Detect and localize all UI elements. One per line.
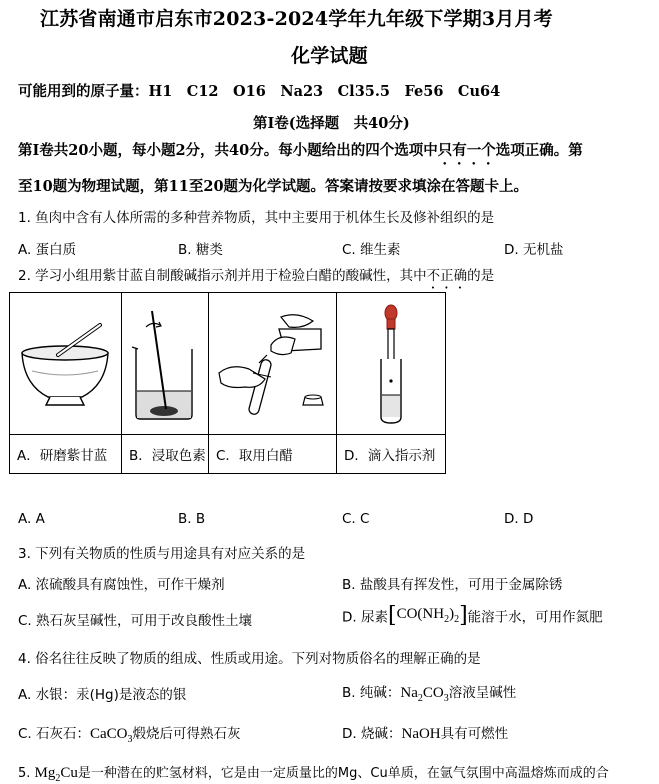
- q4-stem: 4. 俗名往往反映了物质的组成、性质或用途。下列对物质俗名的理解正确的是: [18, 651, 481, 667]
- figure-pouring: [209, 293, 337, 435]
- q3-option-a: A. 浓硫酸具有腐蚀性，可作干燥剂: [18, 577, 225, 593]
- q4-d-prefix: D. 烧碱：: [342, 726, 402, 742]
- caption-c: C．取用白醋: [209, 435, 337, 474]
- q4-d-suffix: 具有可燃性: [440, 726, 509, 742]
- q2-stem-text-a: 2. 学习小组用紫甘蓝自制酸碱指示剂并用于检验白醋的酸碱性，其中: [18, 268, 427, 284]
- q1-option-b: B. 糖类: [178, 242, 223, 258]
- q4-d-formula: NaOH: [401, 726, 441, 742]
- q4-b-s2: 3: [443, 693, 449, 704]
- q3-d-formula-b: ): [449, 606, 455, 622]
- q3-stem: 3. 下列有关物质的性质与用途具有对应关系的是: [18, 546, 306, 562]
- pouring-vinegar-icon: [209, 293, 336, 430]
- atomic-masses: 可能用到的原子量：H1 C12 O16 Na23 Cl35.5 Fe56 Cu64: [18, 83, 501, 100]
- q5-formula: [34, 765, 78, 784]
- section-heading: 第Ⅰ卷(选择题 共40分): [253, 115, 410, 132]
- q4-c-prefix: C. 石灰石：: [18, 726, 91, 742]
- q2-stem-emphasis: 不正确: [426, 268, 468, 284]
- figure-mortar: [10, 293, 122, 435]
- caption-b: B．浸取色素: [122, 435, 209, 474]
- q3-d-formula-sub2: 2: [454, 614, 460, 625]
- q4-option-a: A. 水银：汞(Hg)是液态的银: [18, 687, 187, 703]
- q3-d-formula: [396, 606, 460, 625]
- q4-c-formula: [90, 726, 133, 745]
- instruction-emphasis: 只有一个: [437, 142, 496, 159]
- q2-stem-text-b: 的是: [467, 268, 495, 284]
- q3-option-c: C. 熟石灰呈碱性，可用于改良酸性土壤: [18, 613, 253, 629]
- q1-stem: 1. 鱼肉中含有人体所需的多种营养物质，其中主要用于机体生长及修补组织的是: [18, 210, 495, 226]
- q5-stem: [18, 762, 609, 784]
- instruction-text-a: 第Ⅰ卷共20小题，每小题2分，共40分。每小题给出的四个选项中: [18, 142, 438, 159]
- instruction-text-b: 选项正确。第: [495, 142, 583, 159]
- q2-stem: [18, 264, 494, 292]
- instruction-line-1: [18, 139, 583, 168]
- bracket-close: ]: [459, 603, 468, 628]
- q5-num: 5.: [18, 766, 31, 781]
- dropper-tube-icon: [337, 293, 445, 430]
- q5-f1: Mg: [34, 765, 56, 781]
- q4-b-formula: [400, 685, 449, 704]
- q3-option-d: [342, 603, 603, 628]
- q4-option-c: [18, 722, 241, 745]
- q4-b-f2: CO: [422, 685, 444, 701]
- q4-b-prefix: B. 纯碱：: [342, 685, 401, 701]
- q4-b-f1: Na: [400, 685, 418, 701]
- q2-option-b: B. B: [178, 511, 206, 527]
- q4-c-s1: 3: [127, 734, 133, 745]
- q5-f2: Cu: [60, 765, 78, 781]
- q3-d-prefix: D. 尿素: [342, 609, 388, 626]
- instruction-line-2: 至10题为物理试题，第11至20题为化学试题。答案请按要求填涂在答题卡上。: [18, 178, 529, 195]
- document-subtitle: 化学试题: [291, 45, 368, 67]
- q4-c-f1: CaCO: [90, 726, 128, 742]
- q4-c-suffix: 煅烧后可得熟石灰: [132, 726, 241, 742]
- q2-option-c: C. C: [342, 511, 370, 527]
- q3-d-suffix: 能溶于水，可用作氮肥: [467, 609, 603, 626]
- figure-dropper: [337, 293, 446, 435]
- caption-a: A．研磨紫甘蓝: [10, 435, 122, 474]
- q2-figure-table: [9, 292, 446, 474]
- q1-option-d: D. 无机盐: [504, 242, 564, 258]
- q4-option-b: [342, 681, 516, 704]
- q5-s1: 2: [55, 773, 61, 784]
- q3-option-b: B. 盐酸具有挥发性，可用于金属除锈: [342, 577, 563, 593]
- q3-d-formula-sub: 2: [444, 614, 450, 625]
- q2-option-d: D. D: [504, 511, 534, 527]
- q4-option-d: [342, 722, 508, 743]
- q4-b-s1: 2: [417, 693, 423, 704]
- q1-option-a: A. 蛋白质: [18, 242, 77, 258]
- figure-beaker: [122, 293, 209, 435]
- document-title: 江苏省南通市启东市2023-2024学年九年级下学期3月月考: [40, 8, 553, 30]
- q1-option-c: C. 维生素: [342, 242, 401, 258]
- q3-d-formula-a: CO(NH: [396, 606, 445, 622]
- q5-rest: 是一种潜在的贮氢材料，它是由一定质量比的Mg、Cu单质，在氩气氛围中高温熔炼而成的合: [77, 766, 609, 781]
- beaker-stirring-icon: [122, 293, 208, 430]
- q2-option-a: A. A: [18, 511, 45, 527]
- caption-d: D．滴入指示剂: [337, 435, 446, 474]
- mortar-pestle-icon: [10, 293, 121, 430]
- q4-b-suffix: 溶液呈碱性: [448, 685, 517, 701]
- bracket-open: [: [387, 603, 397, 628]
